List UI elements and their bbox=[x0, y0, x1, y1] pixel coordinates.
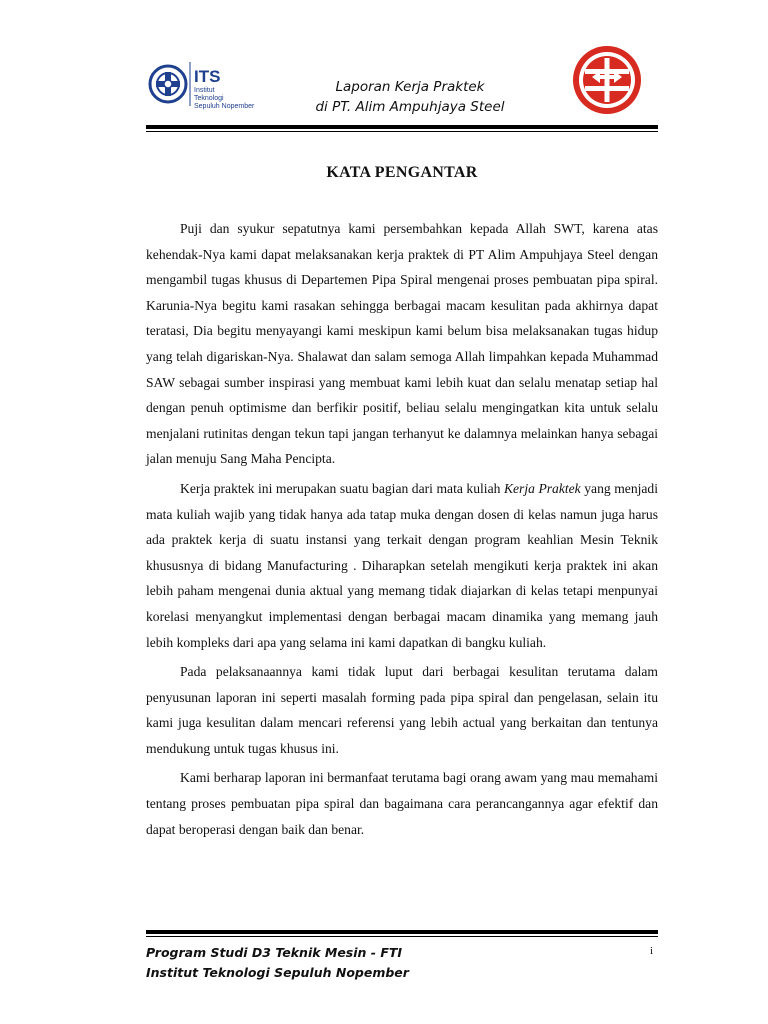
page-title: KATA PENGANTAR bbox=[326, 164, 478, 181]
company-logo bbox=[570, 42, 644, 118]
its-brand-text: ITS bbox=[194, 67, 221, 86]
paragraph-2-rest: yang menjadi mata kuliah wajib yang tidak hanya ada tatap muka dengan dosen di kelas namun juga harus ada praktek kerja di suatu instansi yang terkait dengan program keahlian Mesin Teknik khususnya di bidang Manufacturing . Diharapkan setelah mengikuti kerja praktek ini akan lebih paham mengenai dunia aktual yang memang tidak diajarkan di kelas tetapi menpunyai korelasi menyangkut implementasi dengan berbagai macam dinamika yang memang jauh lebih kompleks dari apa yang selama ini kami dapatkan di bangku kuliah. bbox=[146, 480, 658, 650]
footer-program: Program Studi D3 Teknik Mesin - FTI bbox=[146, 945, 403, 960]
footer-rule-thin bbox=[146, 936, 658, 937]
footer-rule-thick bbox=[146, 930, 658, 934]
paragraph-1: Puji dan syukur sepatutnya kami persembahkan kepada Allah SWT, karena atas kehendak-Nya kami dapat melaksanakan kerja praktek di PT Alim Ampuhjaya Steel dengan mengambil tugas khusus di Departemen Pipa Spiral mengenai proses pembuatan pipa spiral. Karunia-Nya begitu kami rasakan sehingga berbagai macam kesulitan pada akhirnya dapat teratasi, Dia begitu menyayangi kami meskipun kami belum bisa melaksanakan tugas hidup yang telah digariskan-Nya. Shalawat dan salam semoga Allah limpahkan kepada Muhammad SAW sebagai sumber inspirasi yang membuat kami lebih kuat dan selalu menatap setiap hal dengan penuh optimisme dan berfikir positif, beliau selalu mengingatkan kita untuk selalu menjalani rutinitas dengan tekun tapi jangan terhanyut ke dalamnya melainkan hanya sebagai jalan menuju Sang Maha Pencipta. bbox=[146, 221, 658, 467]
its-sub-text-2: Teknologi bbox=[194, 95, 224, 102]
paragraph-3: Pada pelaksanaannya kami tidak luput dari berbagai kesulitan terutama dalam penyusunan laporan ini seperti masalah forming pada pipa spiral dan pengelasan, selain itu kami juga kesulitan dalam mencari referensi yang lebih actual yang berkaitan dan tentunya mendukung untuk tugas khusus ini. bbox=[146, 664, 658, 756]
its-sub-text-1: Institut bbox=[194, 87, 215, 94]
body-text bbox=[146, 216, 658, 842]
header-rule-thin bbox=[146, 131, 658, 132]
footer-institution: Institut Teknologi Sepuluh Nopember bbox=[146, 965, 409, 980]
paragraph-2-start: Kerja praktek ini merupakan suatu bagian dari mata kuliah bbox=[180, 480, 504, 496]
header-rule-thick bbox=[146, 125, 658, 129]
its-sub-text-3: Sepuluh Nopember bbox=[194, 103, 255, 110]
paragraph-2 bbox=[146, 476, 658, 655]
header-title: Laporan Kerja Praktek bbox=[335, 79, 485, 95]
paragraph-2-emphasis: Kerja Praktek bbox=[503, 480, 581, 496]
company-emblem-icon bbox=[573, 46, 641, 114]
header-company: di PT. Alim Ampuhjaya Steel bbox=[315, 99, 505, 115]
paragraph-4: Kami berharap laporan ini bermanfaat terutama bagi orang awam yang mau memahami tentang proses pembuatan pipa spiral dan bagaimana cara perancangannya agar efektif dan dapat beroperasi dengan baik dan benar. bbox=[146, 770, 658, 837]
page-number: i bbox=[650, 945, 654, 957]
its-logo bbox=[146, 52, 264, 116]
